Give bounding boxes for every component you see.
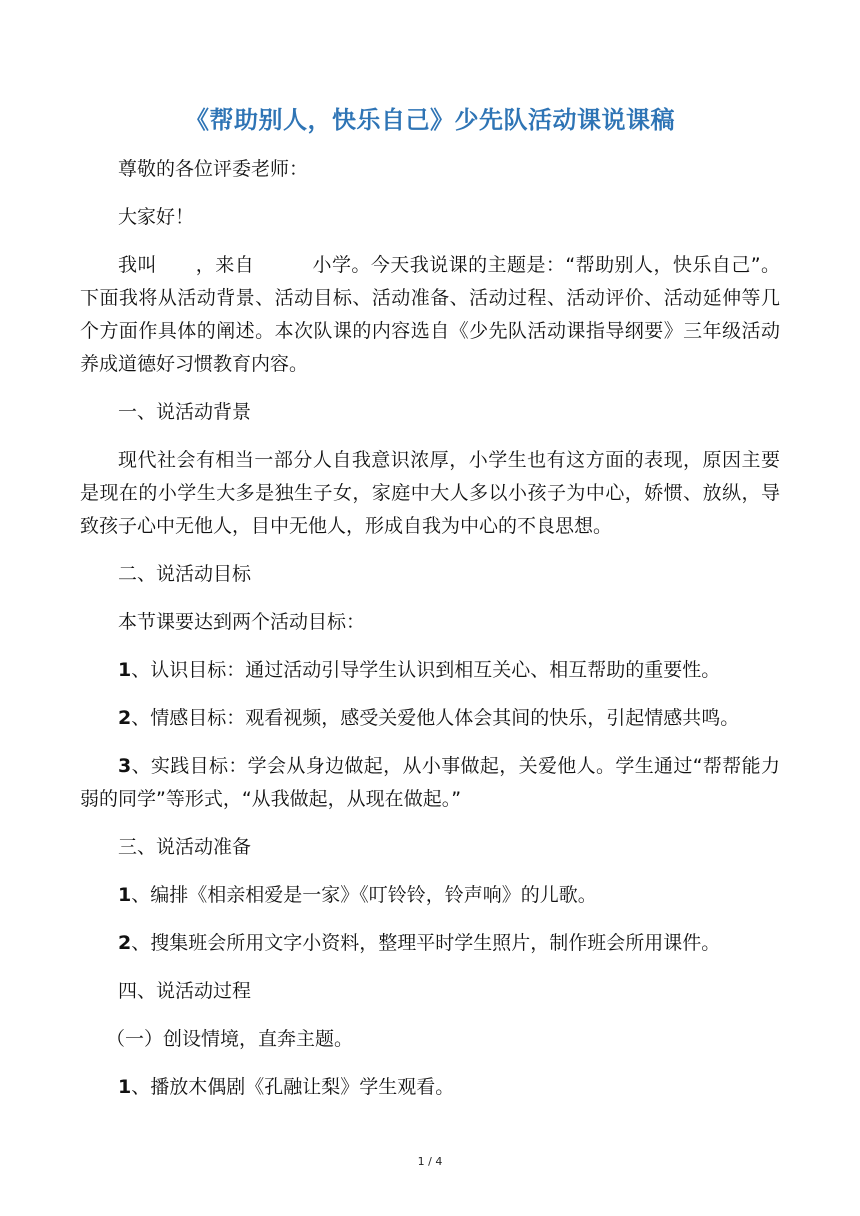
prep-item-text: 、编排《相亲相爱是一家》《叮铃铃，铃声响》的儿歌。 xyxy=(131,884,597,906)
prep-item-text: 、搜集班会所用文字小资料，整理平时学生照片，制作班会所用课件。 xyxy=(131,932,721,954)
prep-item-number: 1 xyxy=(118,884,132,906)
process-subheading: （一）创设情境，直奔主题。 xyxy=(106,1028,354,1050)
goal-item xyxy=(80,702,780,735)
goal-item xyxy=(80,654,780,687)
goal-item-number: 1 xyxy=(118,659,132,681)
process-item-number: 1 xyxy=(118,1076,132,1098)
intro-paragraph: 我叫 ，来自 小学。今天我说课的主题是：“帮助别人，快乐自己”。下面我将从活动背景、活动目标、活动准备、活动过程、活动评价、活动延伸等几个方面作具体的阐述。本次队课的内容选自《少先队活动课指导纲要》三年级活动养成道德好习惯教育内容。 xyxy=(80,254,780,375)
goals-lead: 本节课要达到两个活动目标： xyxy=(118,611,366,633)
prep-item-number: 2 xyxy=(118,932,132,954)
process-item-text: 、播放木偶剧《孔融让梨》学生观看。 xyxy=(131,1076,455,1098)
prep-item xyxy=(80,927,780,960)
goal-item-text: 、情感目标：观看视频，感受关爱他人体会其间的快乐，引起情感共鸣。 xyxy=(131,707,740,729)
section-heading-goals: 二、说活动目标 xyxy=(118,563,252,585)
goal-item xyxy=(80,750,780,816)
process-item xyxy=(80,1071,780,1104)
goal-item-text: 、实践目标：学会从身边做起，从小事做起，关爱他人。学生通过“帮帮能力弱的同学”等形式，“从我做起，从现在做起。” xyxy=(80,755,780,810)
greeting: 尊敬的各位评委老师： xyxy=(118,158,309,180)
document-body xyxy=(80,153,780,1119)
section-heading-preparation: 三、说活动准备 xyxy=(118,836,252,858)
document-title: 《帮助别人，快乐自己》少先队活动课说课稿 xyxy=(185,106,675,134)
goal-item-text: 、认识目标：通过活动引导学生认识到相互关心、相互帮助的重要性。 xyxy=(131,659,721,681)
section-heading-background: 一、说活动背景 xyxy=(118,401,252,423)
hello: 大家好！ xyxy=(118,206,195,228)
page-number: 1 / 4 xyxy=(417,1155,443,1168)
background-paragraph: 现代社会有相当一部分人自我意识浓厚，小学生也有这方面的表现，原因主要是现在的小学生大多是独生子女，家庭中大人多以小孩子为中心，娇惯、放纵，导致孩子心中无他人，目中无他人，形成自我为中心的不良思想。 xyxy=(80,449,780,537)
prep-item xyxy=(80,879,780,912)
section-heading-process: 四、说活动过程 xyxy=(118,980,252,1002)
goal-item-number: 2 xyxy=(118,707,132,729)
goal-item-number: 3 xyxy=(118,755,132,777)
